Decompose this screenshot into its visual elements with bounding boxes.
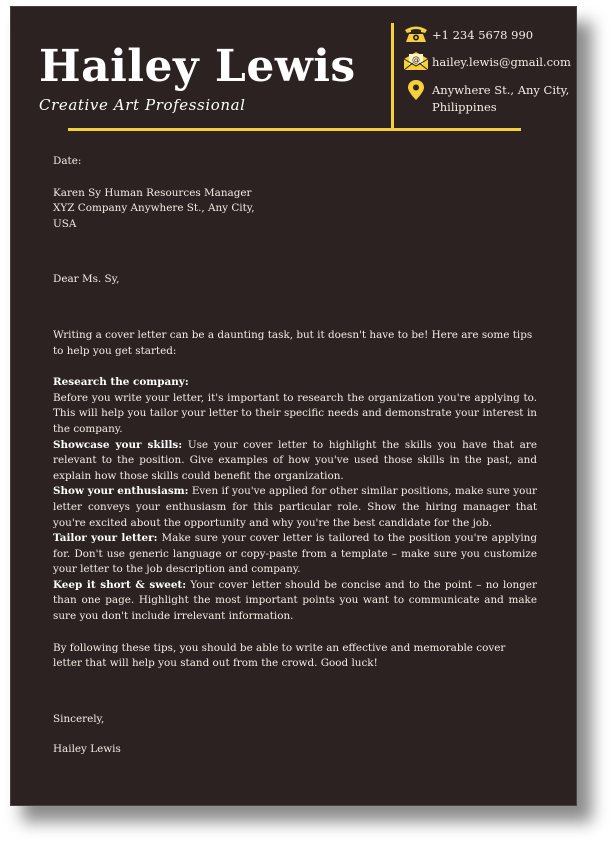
recipient-line: Karen Sy Human Resources Manager [53,186,252,199]
tip [53,578,537,625]
tip-text: Before you write your letter, it's important to research the organization you're applying to. This will help you tailor your letter to their specific needs and demonstrate your interest in the company. [53,391,537,435]
phone-number: +1 234 5678 990 [432,28,534,42]
tip-heading: Research the company: [53,376,189,389]
location-pin-icon [403,79,429,99]
closing-paragraph: By following these tips, you should be able to write an effective and memorable cover letter that will help you stand out from the crowd. Good luck! [53,641,506,670]
applicant-title: Creative Art Professional [39,96,246,114]
tip [53,531,537,578]
tip-heading: Showcase your skills: [53,438,183,451]
tip-heading: Show your enthusiasm: [53,485,189,498]
tip-text: Make sure your cover letter is tailored to the position you're applying for. Don't use generic language or copy-paste from a template – make sure you customize your letter to the job description and company. [53,532,537,576]
tip [53,438,537,485]
svg-text:@: @ [412,55,420,64]
tip-heading: Tailor your letter: [53,532,158,545]
tip [53,484,537,531]
accent-divider-vertical [391,23,394,130]
intro-paragraph: Writing a cover letter can be a daunting task, but it doesn't have to be! Here are some tips to help you get started: [53,328,533,357]
tip-text: Even if you've applied for other similar positions, make sure your letter conveys your enthusiasm for this particular role. Show the hiring manager that you're excited about the opportunity and why you're the best candidate for the job. [53,485,537,529]
cover-letter-page [10,6,577,806]
tip-heading: Keep it short & sweet: [53,578,187,591]
address-line-1: Anywhere St., Any City, [432,83,570,97]
email-address: hailey.lewis@gmail.com [432,55,571,69]
signature: Hailey Lewis [53,743,121,756]
sign-off: Sincerely, [53,712,105,725]
accent-divider-horizontal [68,128,521,131]
telephone-icon [403,24,429,44]
tip-text: Use your cover letter to highlight the skills you have that are relevant to the position. Give examples of how you've used those skills in the past, and explain how those skills could benefit the organization. [53,438,537,482]
recipient-line: USA [53,217,77,230]
applicant-name: Hailey Lewis [39,41,356,92]
envelope-icon [403,51,429,71]
date-label: Date: [53,155,82,167]
letter-body [53,154,537,758]
recipient-line: XYZ Company Anywhere St., Any City, [53,202,255,215]
tip-text: Your cover letter should be concise and to the point – no longer than one page. Highlight the most important points you want to communicate and make sure you don't include irrelevant information. [53,578,537,623]
salutation: Dear Ms. Sy, [53,273,120,286]
address-line-2: Philippines [432,100,497,114]
